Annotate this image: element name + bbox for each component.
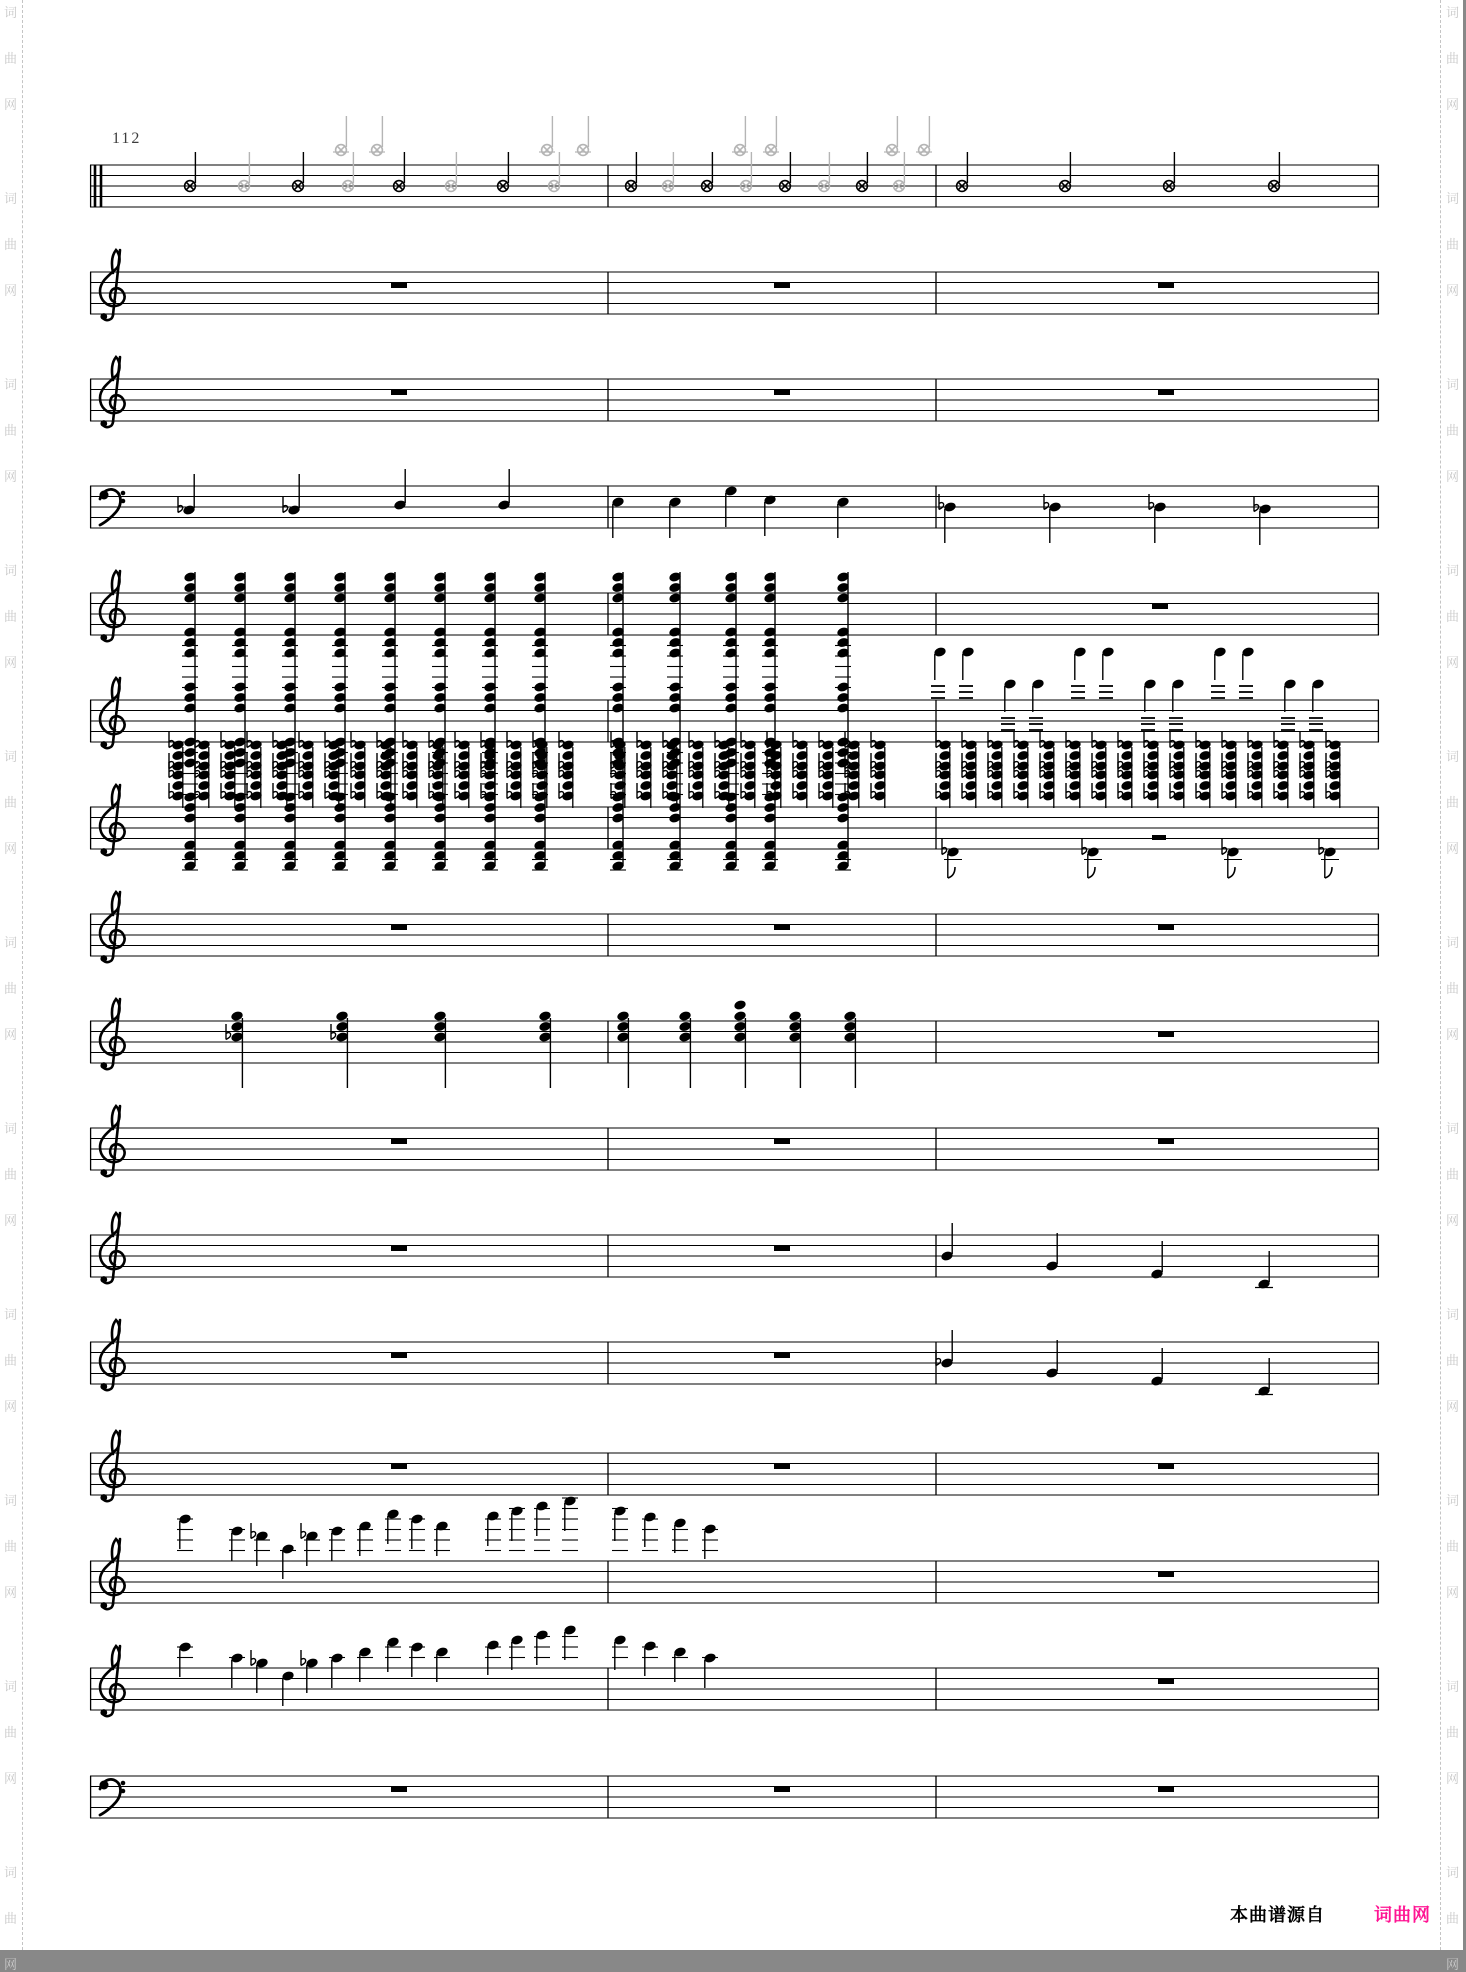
watermark-char: 网	[1446, 469, 1460, 484]
watermark-char: 曲	[1446, 1911, 1460, 1926]
watermark-char: 网	[4, 97, 18, 112]
watermark-char: 曲	[4, 51, 18, 66]
staff-10	[90, 1106, 1379, 1176]
watermark-char: 网	[1446, 1957, 1460, 1972]
watermark-char: 曲	[4, 1725, 18, 1740]
staff-8	[90, 892, 1379, 962]
watermark-char: 词	[1446, 1307, 1460, 1322]
treble-clef-icon	[100, 785, 125, 855]
watermark-char: 曲	[4, 981, 18, 996]
watermark-char: 词	[1446, 1865, 1460, 1880]
watermark-char: 网	[4, 1399, 18, 1414]
watermark-char: 网	[4, 1585, 18, 1600]
treble-clef-icon	[100, 678, 125, 748]
watermark-char: 网	[4, 1771, 18, 1786]
watermark-char: 曲	[4, 1353, 18, 1368]
treble-clef-icon	[100, 1106, 125, 1176]
watermark-char: 词	[4, 1493, 18, 1508]
watermark-char: 网	[1446, 841, 1460, 856]
watermark-char: 网	[1446, 1585, 1460, 1600]
watermark-char: 词	[1446, 563, 1460, 578]
watermark-char: 词	[4, 1307, 18, 1322]
melody-lines	[177, 1495, 718, 1706]
treble-clef-icon	[100, 1320, 125, 1390]
staff-11	[90, 1213, 1379, 1283]
watermark-char: 词	[1446, 5, 1460, 20]
watermark-char: 网	[4, 655, 18, 670]
staff-9	[90, 999, 1379, 1069]
watermark-char: 曲	[1446, 423, 1460, 438]
watermark-char: 词	[1446, 1493, 1460, 1508]
watermark-char: 词	[4, 1865, 18, 1880]
treble-clef-icon	[100, 571, 125, 641]
treble-clef-icon	[100, 1539, 125, 1609]
watermark-char: 网	[1446, 1027, 1460, 1042]
watermark-char: 网	[4, 841, 18, 856]
descending-runs	[936, 1223, 1273, 1397]
staff9-chords	[226, 999, 857, 1088]
watermark-char: 词	[4, 1679, 18, 1694]
watermark-char: 曲	[1446, 1725, 1460, 1740]
watermark-char: 网	[1446, 1399, 1460, 1414]
footer-source-label: 本曲谱源自	[1230, 1905, 1325, 1925]
watermark-char: 曲	[1446, 981, 1460, 996]
percussion-notes	[185, 116, 1280, 191]
watermark-char: 曲	[4, 237, 18, 252]
watermark-char: 词	[4, 935, 18, 950]
watermark-char: 词	[1446, 935, 1460, 950]
footer	[0, 1901, 1463, 1927]
watermark-char: 词	[1446, 749, 1460, 764]
watermark-char: 词	[1446, 377, 1460, 392]
watermark-char: 词	[1446, 1679, 1460, 1694]
staff-16	[90, 1776, 1379, 1818]
watermark-char: 曲	[1446, 1167, 1460, 1182]
treble-clef-icon	[100, 1213, 125, 1283]
watermark-char: 词	[4, 563, 18, 578]
page-number: 112	[112, 130, 142, 147]
watermark-char: 词	[4, 5, 18, 20]
staff-12	[90, 1320, 1379, 1390]
treble-clef-icon	[100, 1646, 125, 1716]
treble-clef-icon	[100, 357, 125, 427]
watermark-char: 曲	[4, 1911, 18, 1926]
watermark-char: 网	[1446, 1213, 1460, 1228]
watermark-char: 曲	[1446, 1539, 1460, 1554]
treble-clef-icon	[100, 250, 125, 320]
staff-13	[90, 1431, 1379, 1501]
watermark-char: 曲	[4, 609, 18, 624]
watermark-char: 曲	[4, 1167, 18, 1182]
staff-1	[90, 165, 1379, 207]
watermark-char: 网	[4, 1027, 18, 1042]
staff-2	[90, 250, 1379, 320]
watermark-char: 曲	[4, 423, 18, 438]
watermark-char: 曲	[4, 1539, 18, 1554]
treble-clef-icon	[100, 892, 125, 962]
watermark-char: 网	[4, 283, 18, 298]
watermark-char: 词	[1446, 1121, 1460, 1136]
watermark-char: 网	[4, 1957, 18, 1972]
watermark-char: 曲	[1446, 237, 1460, 252]
watermark-char: 网	[4, 1213, 18, 1228]
watermark-char: 网	[4, 469, 18, 484]
footer-site-name: 词曲网	[1374, 1905, 1431, 1925]
watermark-char: 曲	[1446, 51, 1460, 66]
watermark-char: 曲	[1446, 1353, 1460, 1368]
watermark-char: 网	[1446, 1771, 1460, 1786]
watermark-char: 词	[4, 1121, 18, 1136]
watermark-char: 曲	[1446, 795, 1460, 810]
watermark-char: 词	[4, 191, 18, 206]
treble-clef-icon	[100, 999, 125, 1069]
watermark-char: 网	[1446, 97, 1460, 112]
watermark-char: 词	[4, 377, 18, 392]
watermark-char: 网	[1446, 283, 1460, 298]
staff-3	[90, 357, 1379, 427]
watermark-char: 曲	[4, 795, 18, 810]
treble-clef-icon	[100, 1431, 125, 1501]
watermark-char: 网	[1446, 655, 1460, 670]
dense-chord-wall	[169, 571, 1342, 878]
watermark-char: 词	[4, 749, 18, 764]
watermark-char: 曲	[1446, 609, 1460, 624]
watermark-char: 词	[1446, 191, 1460, 206]
